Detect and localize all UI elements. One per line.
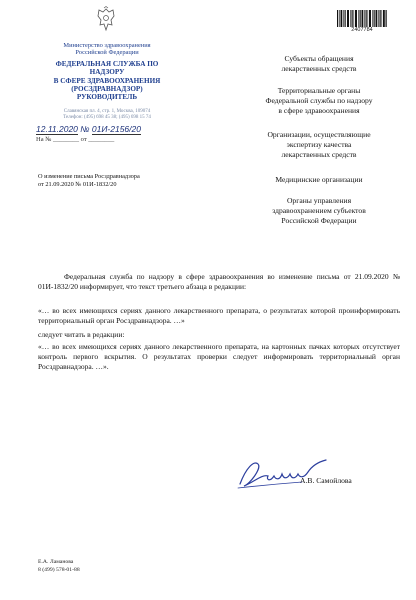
executor-phone: 8 (499) 578-01-88	[38, 567, 80, 574]
executor-info	[38, 558, 80, 575]
addressee-3-line-2: экспертизу качества	[286, 139, 352, 149]
addressee-3	[244, 130, 394, 160]
barcode-icon	[337, 10, 387, 27]
addressee-4-line-1: Медицинские организации	[275, 175, 363, 184]
handwritten-signature	[232, 454, 332, 494]
addressee-5-line-3: Российской Федерации	[281, 215, 357, 225]
addressee-1	[244, 54, 394, 74]
agency-name	[38, 60, 176, 93]
address-line-1: Славянская пл. 4, стр. 1, Москва, 109074	[63, 109, 151, 114]
registration-date: 12.11.2020	[36, 124, 78, 134]
addressee-2-line-1: Территориальные органы	[277, 86, 361, 95]
ministry-line-2: Российской Федерации	[75, 49, 139, 57]
agency-line-1: ФЕДЕРАЛЬНАЯ СЛУЖБА ПО НАДЗОРУ	[55, 60, 159, 77]
subject-line-2: от 21.09.2020 № 01И-1832/20	[38, 180, 117, 188]
addressee-2-line-3: в сфере здравоохранения	[278, 105, 360, 115]
addressee-5	[244, 196, 394, 226]
body-old-text: «… во всех имеющихся сериях данного лекарственного препарата, о результатах которой проинформировать территориальный орган Росздравнадзора. …»	[38, 306, 400, 326]
state-emblem-icon	[95, 6, 117, 32]
subject-line-1: О изменение письма Росздравнадзора	[38, 173, 140, 180]
agency-line-2: В СФЕРЕ ЗДРАВООХРАНЕНИЯ	[53, 76, 161, 85]
letter-subject	[38, 173, 208, 189]
ministry-name	[38, 42, 176, 57]
addressee-1-line-2: лекарственных средств	[281, 63, 357, 73]
address-line-2: Телефон: (495) 698 45 38; (495) 698 15 74	[63, 114, 151, 120]
addressee-2	[244, 86, 394, 116]
addressee-5-line-1: Органы управления	[286, 196, 352, 205]
agency-address	[38, 109, 176, 121]
addressee-1-line-1: Субъекты обращения	[284, 54, 354, 63]
agency-line-3: (РОСЗДРАВНАДЗОР)	[71, 84, 143, 93]
registration-number: 01И-2156/20	[91, 124, 141, 134]
addressee-2-line-2: Федеральной службы по надзору	[265, 95, 373, 105]
body-new-text: «… во всех имеющихся сериях данного лекарственного препарата, на картонных пачках которых отсутствует контроль первого вскрытия. О результатах проверки следует информировать территориальный орган Росздравнадзора. …».	[38, 342, 400, 372]
reply-reference-line: На № ________ от ________	[36, 136, 115, 143]
barcode-number: 2407784	[351, 27, 373, 33]
registration-line: 12.11.2020 № 01И-2156/20	[36, 124, 141, 134]
role-title: РУКОВОДИТЕЛЬ	[76, 93, 138, 101]
body-intro: Федеральная служба по надзору в сфере здравоохранения во изменение письма от 21.09.2020 № 01И-1832/20 информирует, что текст третьего абзаца в редакции:	[38, 272, 400, 292]
addressee-4	[244, 175, 394, 185]
executor-name: Е.А. Ламанова	[38, 559, 74, 565]
addressee-3-line-3: лекарственных средств	[281, 149, 357, 159]
body-read-as: следует читать в редакции:	[38, 330, 125, 339]
ministry-line-1: Министерство здравоохранения	[63, 42, 151, 49]
addressee-3-line-1: Организации, осуществляющие	[267, 130, 371, 139]
addressee-5-line-2: здравоохранением субъектов	[272, 205, 366, 215]
signatory-name: А.В. Самойлова	[300, 476, 352, 485]
